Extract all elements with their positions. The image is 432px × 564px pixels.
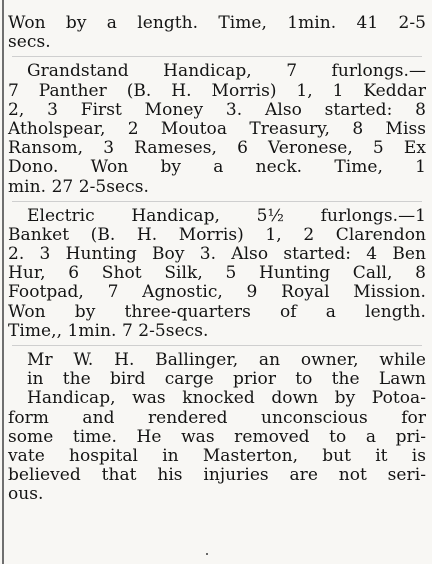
paragraph-grandstand-handicap [8,62,426,196]
text-line: Won by three-quarters of a length. [8,301,426,322]
text-line: vate hospital in Masterton, but it is [8,445,426,466]
text-line: in the bird carge prior to the Lawn [27,369,426,390]
text-line: believed that his injuries are not seri- [8,465,426,486]
paragraph-ballinger-accident [8,351,426,505]
text-line: Handicap, was knocked down by Potoa- [27,388,426,409]
text-line: Hur, 6 Shot Silk, 5 Hunting Call, 8 [8,263,426,284]
article-body [8,14,426,505]
text-line: 2, 3 First Money 3. Also started: 8 [8,99,426,120]
text-line: Banket (B. H. Morris) 1, 2 Clarendon [8,224,426,245]
paragraph-lead-result [8,14,426,52]
text-line: 7 Panther (B. H. Morris) 1, 1 Keddar [8,80,426,101]
text-line: Footpad, 7 Agnostic, 9 Royal Mission. [8,282,426,303]
text-line: secs. [8,32,51,53]
text-line: Electric Handicap, 5½ furlongs.—1 [27,205,426,226]
text-line: Mr W. H. Ballinger, an owner, while [27,350,426,370]
text-line: Time,, 1min. 7 2-5secs. [8,320,209,341]
text-line: ous. [8,484,44,505]
text-line: some time. He was removed to a pri- [8,426,426,447]
text-line: 2. 3 Hunting Boy 3. Also started: 4 Ben [8,244,426,265]
text-line: Won by a length. Time, 1min. 41 2-5 [8,13,426,33]
text-line: form and rendered unconscious for [8,407,426,428]
paragraph-electric-handicap [8,207,426,341]
text-line: Dono. Won by a neck. Time, 1 [8,157,426,178]
text-line: Atholspear, 2 Moutoa Treasury, 8 Miss [8,118,426,139]
text-line: Ransom, 3 Rameses, 6 Veronese, 5 Ex [8,138,426,159]
print-speck [206,553,208,555]
text-line: min. 27 2-5secs. [8,176,149,197]
text-line: Grandstand Handicap, 7 furlongs.— [27,61,426,82]
column-rule [2,0,4,564]
